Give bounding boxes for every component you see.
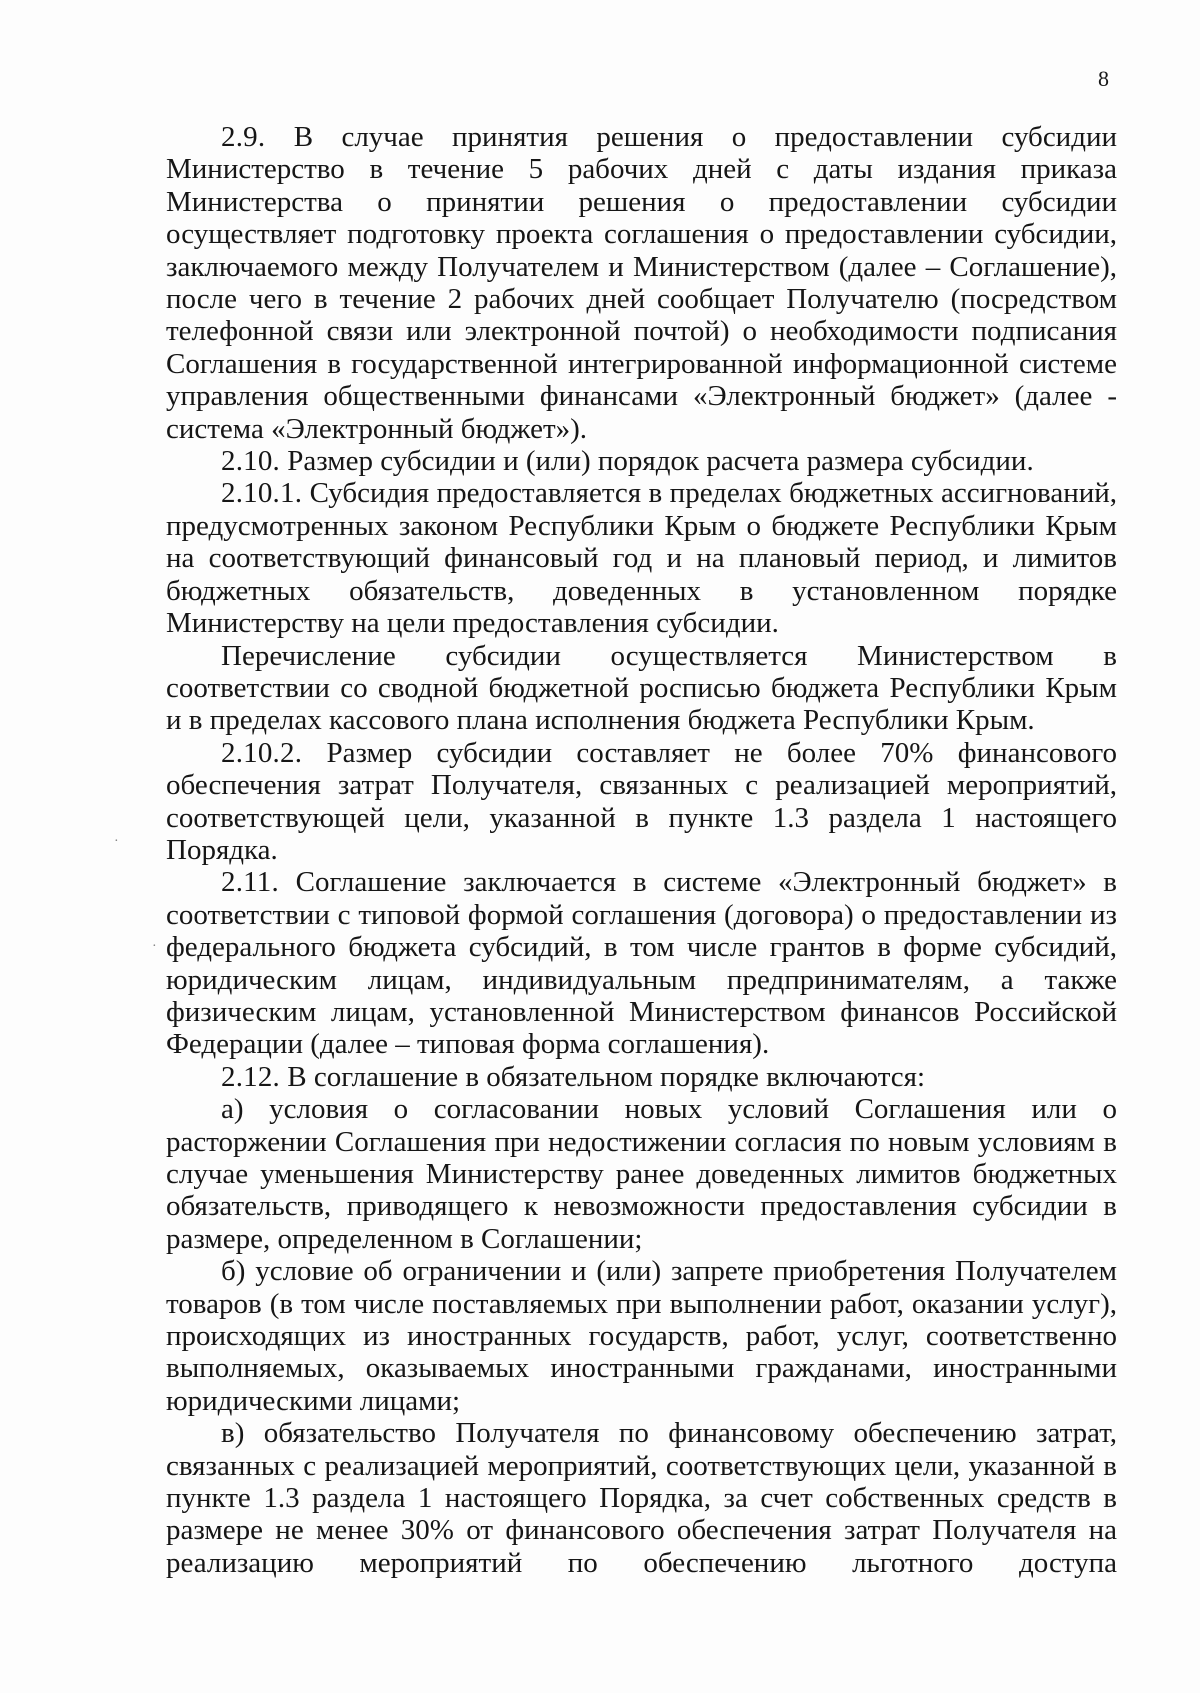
paragraph-text: Субсидия предоставляется в пределах бюджетных ассигнований, предусмотренных законом Республики Крым о бюджете Республики Крым на соответствующий финансовый год и на плановый период, и лимитов бюджетных обязательств, доведенных в установленном порядке Министерству на цели предоставления субсидии.	[166, 477, 1118, 640]
document-body	[166, 121, 1117, 1579]
paragraph-item-a	[166, 1093, 1117, 1255]
paragraph-text: Размер субсидии и (или) порядок расчета размера субсидии.	[287, 445, 1034, 478]
paragraph-number: 2.9.	[221, 121, 266, 153]
paragraph-number: 2.10.1.	[221, 477, 303, 510]
paragraph-item-b	[166, 1255, 1117, 1417]
paragraph-number: 2.10.	[221, 445, 280, 478]
scan-mark: ·	[152, 939, 157, 954]
paragraph-item-v	[166, 1417, 1117, 1579]
scan-mark: ·	[114, 834, 119, 849]
paragraph-2-10	[166, 445, 1117, 477]
paragraph-2-11	[166, 866, 1117, 1060]
paragraph-2-12	[166, 1061, 1117, 1093]
page-number: 8	[1098, 66, 1109, 91]
paragraph-number: 2.10.2.	[221, 736, 303, 769]
paragraph-text: В случае принятия решения о предоставлении субсидии Министерство в течение 5 рабочих дней с даты издания приказа Министерства о принятии решения о предоставлении субсидии осуществляет подготовку проекта соглашения о предоставлении субсидии, заключаемого между Получателем и Министерством (далее – Соглашение), после чего в течение 2 рабочих дней сообщает Получателю (посредством телефонной связи или электронной почтой) о необходимости подписания Соглашения в государственной интегрированной информационной системе управления общественными финансами «Электронный бюджет» (далее - система «Электронный бюджет»).	[166, 121, 1117, 445]
paragraph-number: 2.11.	[221, 866, 279, 899]
paragraph-number: 2.12.	[221, 1060, 280, 1093]
paragraph-transfer	[166, 640, 1117, 737]
paragraph-text: б) условие об ограничении и (или) запрете приобретения Получателем товаров (в том числе поставляемых при выполнении работ, оказании услуг), происходящих из иностранных государств, работ, услуг, соответственно выполняемых, оказываемых иностранными гражданами, иностранными юридическими лицами;	[166, 1255, 1117, 1417]
paragraph-2-10-2	[166, 737, 1117, 867]
paragraph-text: В соглашение в обязательном порядке включаются:	[287, 1060, 925, 1093]
paragraph-text: а) условия о согласовании новых условий Соглашения или о расторжении Соглашения при недостижении согласия по новым условиям в случае уменьшения Министерству ранее доведенных лимитов бюджетных обязательств, приводящего к невозможности предоставления субсидии в размере, определенном в Соглашении;	[166, 1093, 1117, 1255]
paragraph-text: Перечисление субсидии осуществляется Министерством в соответствии со сводной бюджетной росписью бюджета Республики Крым и в пределах кассового плана исполнения бюджета Республики Крым.	[166, 639, 1117, 737]
paragraph-2-10-1	[166, 477, 1117, 639]
paragraph-text: в) обязательство Получателя по финансовому обеспечению затрат, связанных с реализацией мероприятий, соответствующих цели, указанной в пункте 1.3 раздела 1 настоящего Порядка, за счет собственных средств в размере не менее 30% от финансового обеспечения затрат Получателя на реализацию мероприятий по обеспечению льготного доступа	[166, 1417, 1117, 1579]
paragraph-text: Размер субсидии составляет не более 70% финансового обеспечения затрат Получателя, связанных с реализацией мероприятий, соответствующей цели, указанной в пункте 1.3 раздела 1 настоящего Порядка.	[166, 736, 1118, 866]
paragraph-2-9	[166, 121, 1117, 445]
paragraph-text: Соглашение заключается в системе «Электронный бюджет» в соответствии с типовой формой соглашения (договора) о предоставлении из федерального бюджета субсидий, в том числе грантов в форме субсидий, юридическим лицам, индивидуальным предпринимателям, а также физическим лицам, установленной Министерством финансов Российской Федерации (далее – типовая форма соглашения).	[166, 866, 1118, 1061]
